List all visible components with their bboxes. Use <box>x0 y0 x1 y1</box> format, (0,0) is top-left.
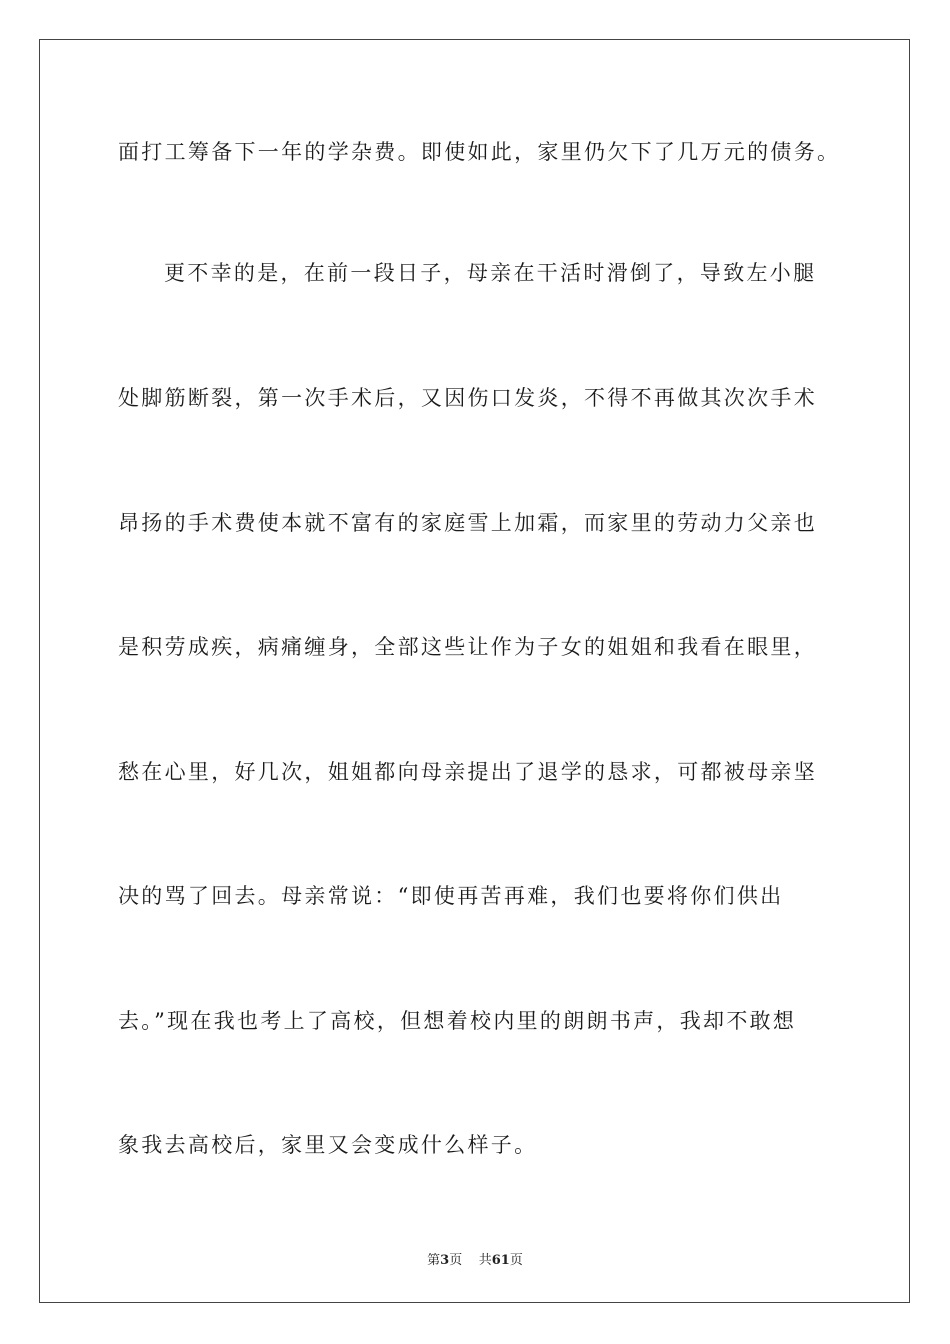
total-suffix: 页 <box>509 1253 523 1268</box>
total-pages: 61 <box>491 1253 510 1268</box>
page-border <box>39 39 910 1303</box>
body-text-line: 去。”现在我也考上了高校，但想着校内里的朗朗书声，我却不敢想 <box>118 1009 797 1033</box>
body-text-line: 处脚筋断裂，第一次手术后，又因伤口发炎，不得不再做其次次手术 <box>118 386 817 410</box>
body-text-line: 象我去高校后，家里又会变成什么样子。 <box>118 1133 538 1157</box>
body-text-line: 决的骂了回去。母亲常说：“即使再苦再难，我们也要将你们供出 <box>118 884 784 908</box>
body-text-line: 是积劳成疾，病痛缠身，全部这些让作为子女的姐姐和我看在眼里， <box>118 635 817 659</box>
total-prefix: 共 <box>478 1253 492 1268</box>
body-text-line: 昂扬的手术费使本就不富有的家庭雪上加霜，而家里的劳动力父亲也 <box>118 511 817 535</box>
page-suffix: 页 <box>449 1253 463 1268</box>
page-prefix: 第 <box>427 1253 441 1268</box>
page-footer <box>0 1249 950 1268</box>
body-text-line: 愁在心里，好几次，姐姐都向母亲提出了退学的恳求，可都被母亲坚 <box>118 760 817 784</box>
page-number: 3 <box>440 1253 450 1268</box>
body-text-line: 更不幸的是，在前一段日子，母亲在干活时滑倒了，导致左小腿 <box>164 261 817 285</box>
body-text-line: 面打工筹备下一年的学杂费。即使如此，家里仍欠下了几万元的债务。 <box>118 140 841 164</box>
